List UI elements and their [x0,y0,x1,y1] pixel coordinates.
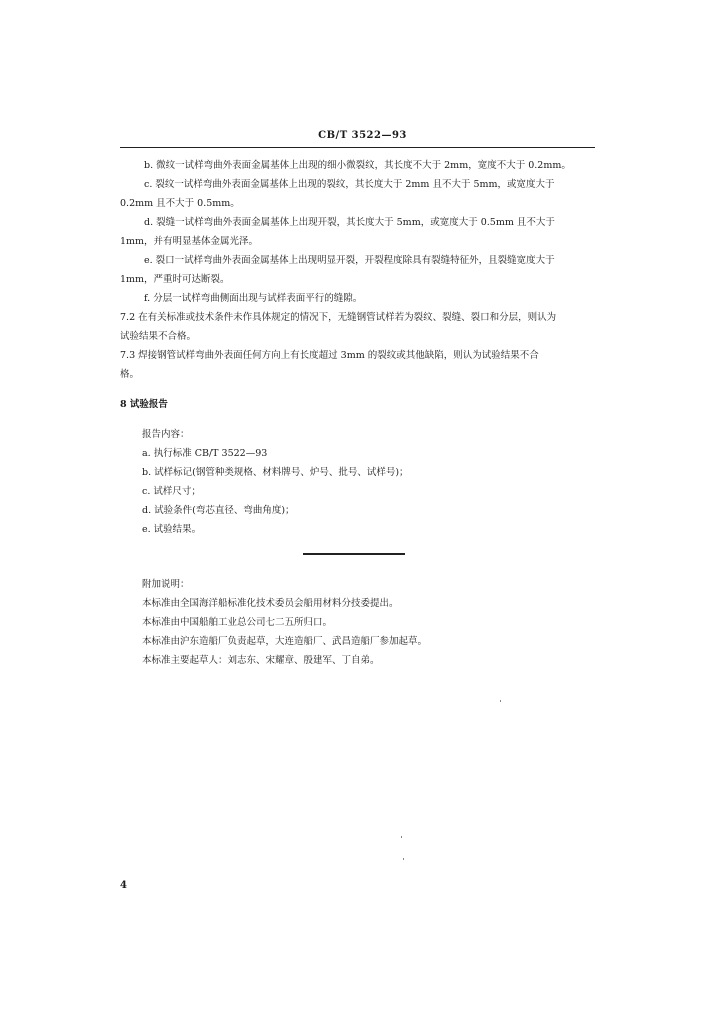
item-b: b. 微纹一试样弯曲外表面金属基体上出现的细小微裂纹，其长度不大于 2mm，宽度不大于 0.2mm。 [144,160,571,171]
item-e-line2: 1mm，严重时可达断裂。 [120,274,230,285]
item-c-line1: c. 裂纹一试样弯曲外表面金属基体上出现的裂纹，其长度大于 2mm 且不大于 5mm，或宽度大于 [144,179,555,190]
scan-speck [401,836,402,838]
standard-code-header: CB/T 3522—93 [318,130,407,141]
page-number: 4 [120,880,127,891]
item-d-line2: 1mm，并有明显基体金属光泽。 [120,236,259,247]
report-item-e: e. 试验结果。 [142,524,202,535]
item-d-line1: d. 裂缝一试样弯曲外表面金属基体上出现开裂，其长度大于 5mm，或宽度大于 0.5mm 且不大于 [144,217,555,228]
clause-7-2-line2: 试验结果不合格。 [120,331,197,342]
notes-line: 本标准由中国船舶工业总公司七二五所归口。 [142,617,333,628]
section-8-heading: 8 试验报告 [120,399,168,410]
clause-7-3-line1: 7.3 焊接钢管试样弯曲外表面任何方向上有长度超过 3mm 的裂纹或其他缺陷，则认为试验结果不合 [120,350,539,361]
scan-speck [500,700,501,702]
document-body [120,156,595,670]
report-item-d: d. 试验条件(弯芯直径、弯曲角度)； [142,505,295,516]
clause-7-2-line1: 7.2 在有关标准或技术条件未作具体规定的情况下，无缝钢管试样若为裂纹、裂缝、裂口和分层，则认为 [120,312,557,323]
clause-7-3-line2: 格。 [120,369,140,380]
notes-line: 本标准由全国海洋船标准化技术委员会船用材料分技委提出。 [142,598,399,609]
item-e-line1: e. 裂口一试样弯曲外表面金属基体上出现明显开裂，开裂程度除具有裂缝特征外，且裂缝宽度大于 [144,255,555,266]
report-contents-intro: 报告内容： [142,429,190,440]
notes-line: 本标准主要起草人：刘志东、宋耀章、殷建军、丁自弟。 [142,655,380,666]
scan-speck [403,858,404,860]
report-item-c: c. 试样尺寸； [142,486,201,497]
item-f: f. 分层一试样弯曲侧面出现与试样表面平行的缝隙。 [144,293,363,304]
item-c-line2: 0.2mm 且不大于 0.5mm。 [120,198,240,209]
notes-heading: 附加说明： [142,579,190,590]
header-rule [120,147,595,148]
report-item-a: a. 执行标准 CB/T 3522—93 [142,448,268,459]
notes-line: 本标准由沪东造船厂负责起草，大连造船厂、武昌造船厂参加起草。 [142,636,428,647]
report-item-b: b. 试样标记(钢管种类规格、材料牌号、炉号、批号、试样号)； [142,467,409,478]
